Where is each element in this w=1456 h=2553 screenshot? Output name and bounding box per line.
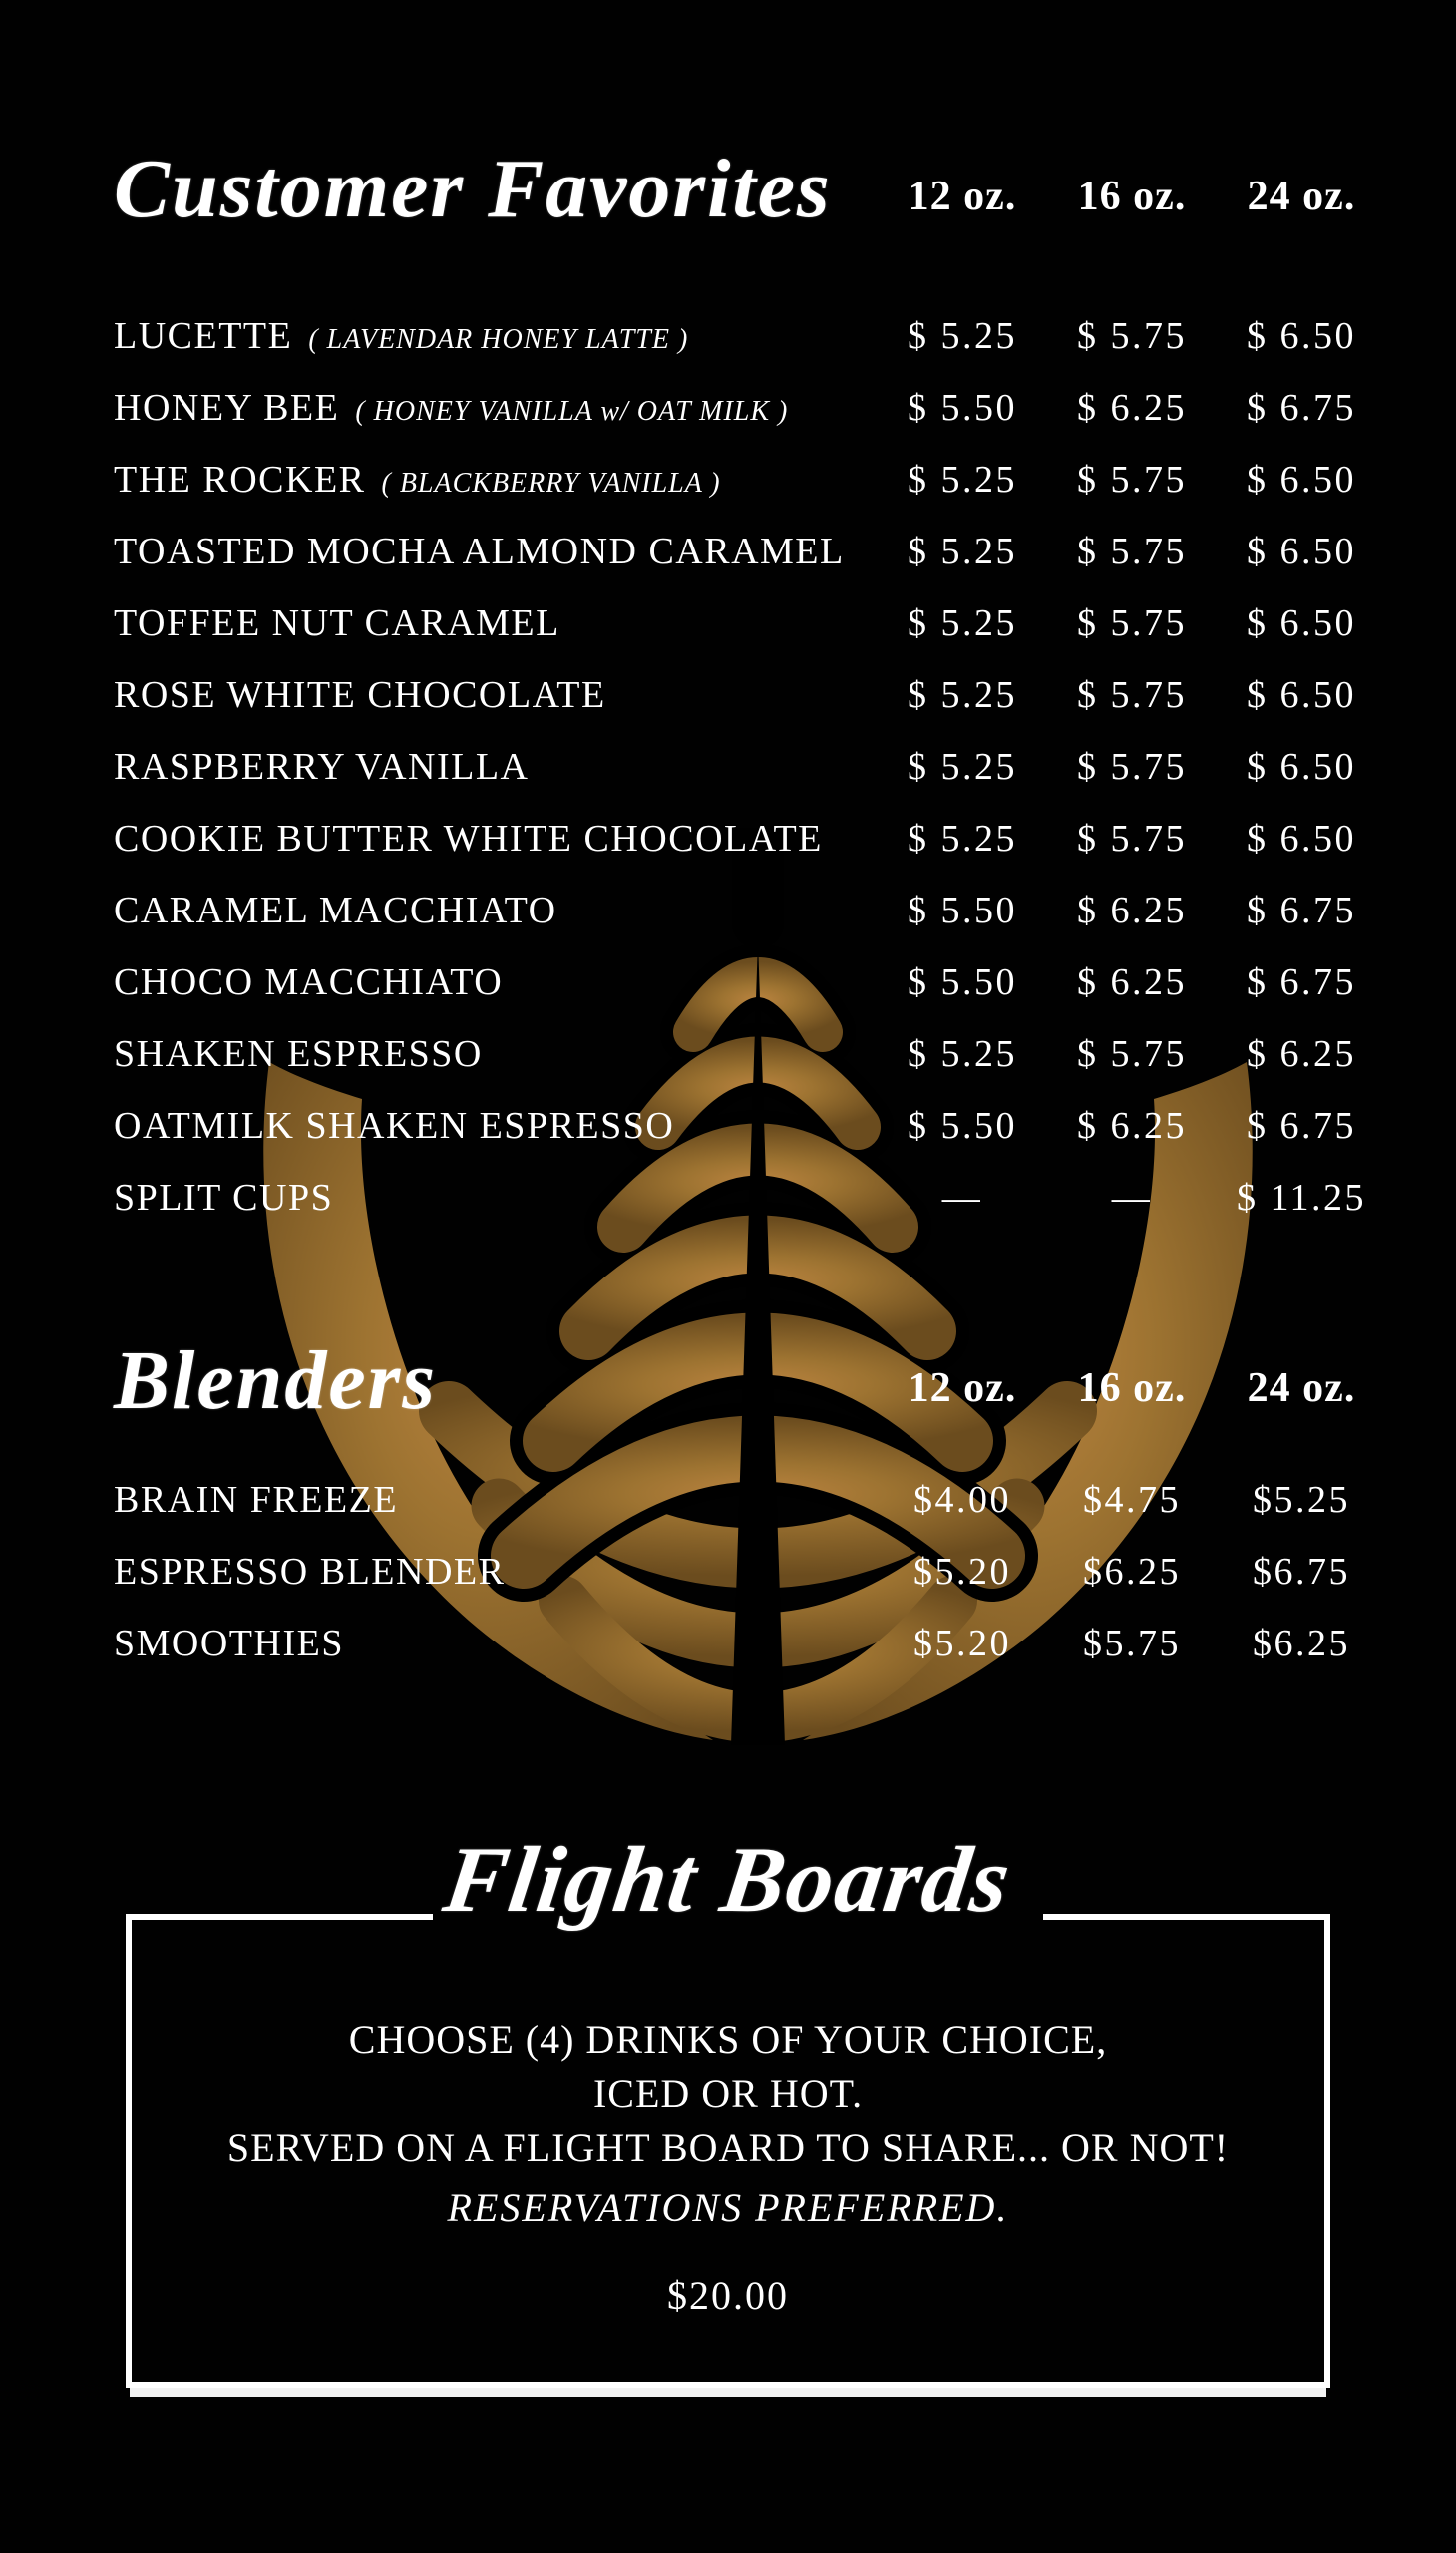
price-16oz: $ 5.75: [1077, 315, 1187, 357]
flight-line-3: SERVED ON A FLIGHT BOARD TO SHARE... OR NOT!: [226, 2125, 1230, 2170]
menu-item: [114, 1104, 878, 1148]
price-16oz: —: [1111, 1177, 1153, 1219]
price-12oz: $ 5.25: [908, 1033, 1017, 1075]
size-header-16oz: 16 oz.: [1077, 1365, 1187, 1411]
price-24oz: $ 6.50: [1247, 315, 1356, 357]
price-16oz: $ 6.25: [1077, 387, 1187, 429]
price-24oz: $ 6.25: [1247, 1033, 1356, 1075]
price-12oz: $5.20: [913, 1623, 1011, 1664]
menu-item: [114, 1550, 878, 1594]
price-16oz: $ 5.75: [1077, 531, 1187, 572]
price-12oz: $5.20: [913, 1551, 1011, 1593]
price-16oz: $ 5.75: [1077, 602, 1187, 644]
flight-line-2: ICED OR HOT.: [592, 2071, 864, 2116]
menu-item-row: [114, 587, 1386, 659]
blenders-rows: [114, 1464, 1386, 1679]
item-name: SMOOTHIES: [114, 1623, 344, 1664]
size-header-24oz: 24 oz.: [1247, 1365, 1356, 1411]
price-16oz: $6.25: [1083, 1551, 1181, 1593]
price-12oz: $ 5.25: [908, 818, 1017, 860]
price-24oz: $ 6.50: [1247, 674, 1356, 716]
menu-item-row: [114, 1608, 1386, 1679]
price-24oz: $ 6.75: [1247, 890, 1356, 931]
item-name: SHAKEN ESPRESSO: [114, 1033, 483, 1075]
price-12oz: $ 5.50: [908, 1105, 1017, 1147]
item-name: COOKIE BUTTER WHITE CHOCOLATE: [114, 818, 823, 860]
flight-reservations-note: RESERVATIONS PREFERRED.: [447, 2185, 1009, 2230]
item-name: CARAMEL MACCHIATO: [114, 890, 557, 931]
price-16oz: $ 5.75: [1077, 1033, 1187, 1075]
menu-item: [114, 601, 878, 645]
menu-item: [114, 745, 878, 789]
menu-item: [114, 1478, 878, 1522]
item-name: HONEY BEE: [114, 387, 340, 429]
price-24oz: $6.75: [1253, 1551, 1350, 1593]
item-description: ( BLACKBERRY VANILLA ): [381, 468, 721, 499]
size-header-16oz: 16 oz.: [1077, 174, 1187, 219]
price-24oz: $ 6.75: [1247, 387, 1356, 429]
menu-item-row: [114, 1536, 1386, 1608]
price-12oz: $4.00: [913, 1479, 1011, 1521]
price-12oz: $ 5.25: [908, 602, 1017, 644]
item-name: ESPRESSO BLENDER: [114, 1551, 506, 1593]
item-description: ( HONEY VANILLA w/ OAT MILK ): [355, 396, 789, 427]
price-24oz: $ 6.75: [1247, 1105, 1356, 1147]
flight-boards-heading: Flight Boards: [438, 1828, 1018, 1932]
menu-item: [114, 1622, 878, 1665]
menu-item: [114, 1176, 878, 1220]
price-12oz: $ 5.25: [908, 746, 1017, 788]
menu-item-row: [114, 1162, 1386, 1234]
price-16oz: $ 6.25: [1077, 961, 1187, 1003]
menu-item: [114, 673, 878, 717]
item-name: ROSE WHITE CHOCOLATE: [114, 674, 606, 716]
price-24oz: $ 6.50: [1247, 531, 1356, 572]
menu-item-row: [114, 300, 1386, 372]
menu-item-row: [114, 731, 1386, 803]
price-16oz: $ 5.75: [1077, 818, 1187, 860]
size-header-12oz: 12 oz.: [908, 174, 1017, 219]
menu-item: [114, 1032, 878, 1076]
size-header-24oz: 24 oz.: [1247, 174, 1356, 219]
menu-item-row: [114, 516, 1386, 587]
menu-item-row: [114, 946, 1386, 1018]
menu-item-row: [114, 1090, 1386, 1162]
price-24oz: $ 6.50: [1247, 818, 1356, 860]
price-16oz: $ 5.75: [1077, 746, 1187, 788]
menu-item: [114, 314, 878, 358]
price-24oz: $ 11.25: [1236, 1177, 1367, 1219]
item-name: TOFFEE NUT CARAMEL: [114, 602, 560, 644]
item-name: LUCETTE: [114, 315, 293, 357]
price-12oz: $ 5.50: [908, 890, 1017, 931]
price-16oz: $ 6.25: [1077, 890, 1187, 931]
menu-item-row: [114, 875, 1386, 946]
menu-item: [114, 386, 878, 430]
price-16oz: $ 5.75: [1077, 459, 1187, 501]
menu-item: [114, 889, 878, 932]
price-16oz: $ 5.75: [1077, 674, 1187, 716]
price-24oz: $5.25: [1253, 1479, 1350, 1521]
item-description: ( LAVENDAR HONEY LATTE ): [308, 324, 689, 355]
favorites-heading: Customer Favorites: [114, 143, 832, 235]
price-24oz: $ 6.50: [1247, 459, 1356, 501]
price-24oz: $6.25: [1253, 1623, 1350, 1664]
size-header-12oz: 12 oz.: [908, 1365, 1017, 1411]
item-name: RASPBERRY VANILLA: [114, 746, 530, 788]
price-12oz: $ 5.25: [908, 531, 1017, 572]
blenders-header: [114, 1291, 1386, 1471]
menu-item: [114, 817, 878, 861]
flight-line-1: CHOOSE (4) DRINKS OF YOUR CHOICE,: [348, 2017, 1108, 2062]
menu-item-row: [114, 1018, 1386, 1090]
favorites-header: [114, 100, 1386, 279]
menu-item: [114, 458, 878, 502]
favorites-rows: [114, 300, 1386, 1234]
price-16oz: $ 6.25: [1077, 1105, 1187, 1147]
menu-item-row: [114, 1464, 1386, 1536]
price-24oz: $ 6.75: [1247, 961, 1356, 1003]
price-12oz: $ 5.25: [908, 674, 1017, 716]
menu-item-row: [114, 372, 1386, 444]
price-24oz: $ 6.50: [1247, 602, 1356, 644]
price-12oz: $ 5.25: [908, 459, 1017, 501]
menu-item-row: [114, 803, 1386, 875]
item-name: BRAIN FREEZE: [114, 1479, 399, 1521]
blenders-heading: Blenders: [114, 1334, 438, 1427]
item-name: OATMILK SHAKEN ESPRESSO: [114, 1105, 675, 1147]
menu-item: [114, 960, 878, 1004]
flight-boards-box: [126, 1920, 1330, 2388]
price-12oz: $ 5.50: [908, 961, 1017, 1003]
flight-price: $20.00: [667, 2273, 789, 2318]
price-12oz: $ 5.25: [908, 315, 1017, 357]
item-name: THE ROCKER: [114, 459, 366, 501]
item-name: TOASTED MOCHA ALMOND CARAMEL: [114, 531, 845, 572]
price-12oz: $ 5.50: [908, 387, 1017, 429]
price-16oz: $4.75: [1083, 1479, 1181, 1521]
item-name: SPLIT CUPS: [114, 1177, 334, 1219]
item-name: CHOCO MACCHIATO: [114, 961, 504, 1003]
menu-item-row: [114, 659, 1386, 731]
price-16oz: $5.75: [1083, 1623, 1181, 1664]
menu-item: [114, 530, 878, 573]
menu-item-row: [114, 444, 1386, 516]
price-24oz: $ 6.50: [1247, 746, 1356, 788]
price-12oz: —: [941, 1177, 983, 1219]
